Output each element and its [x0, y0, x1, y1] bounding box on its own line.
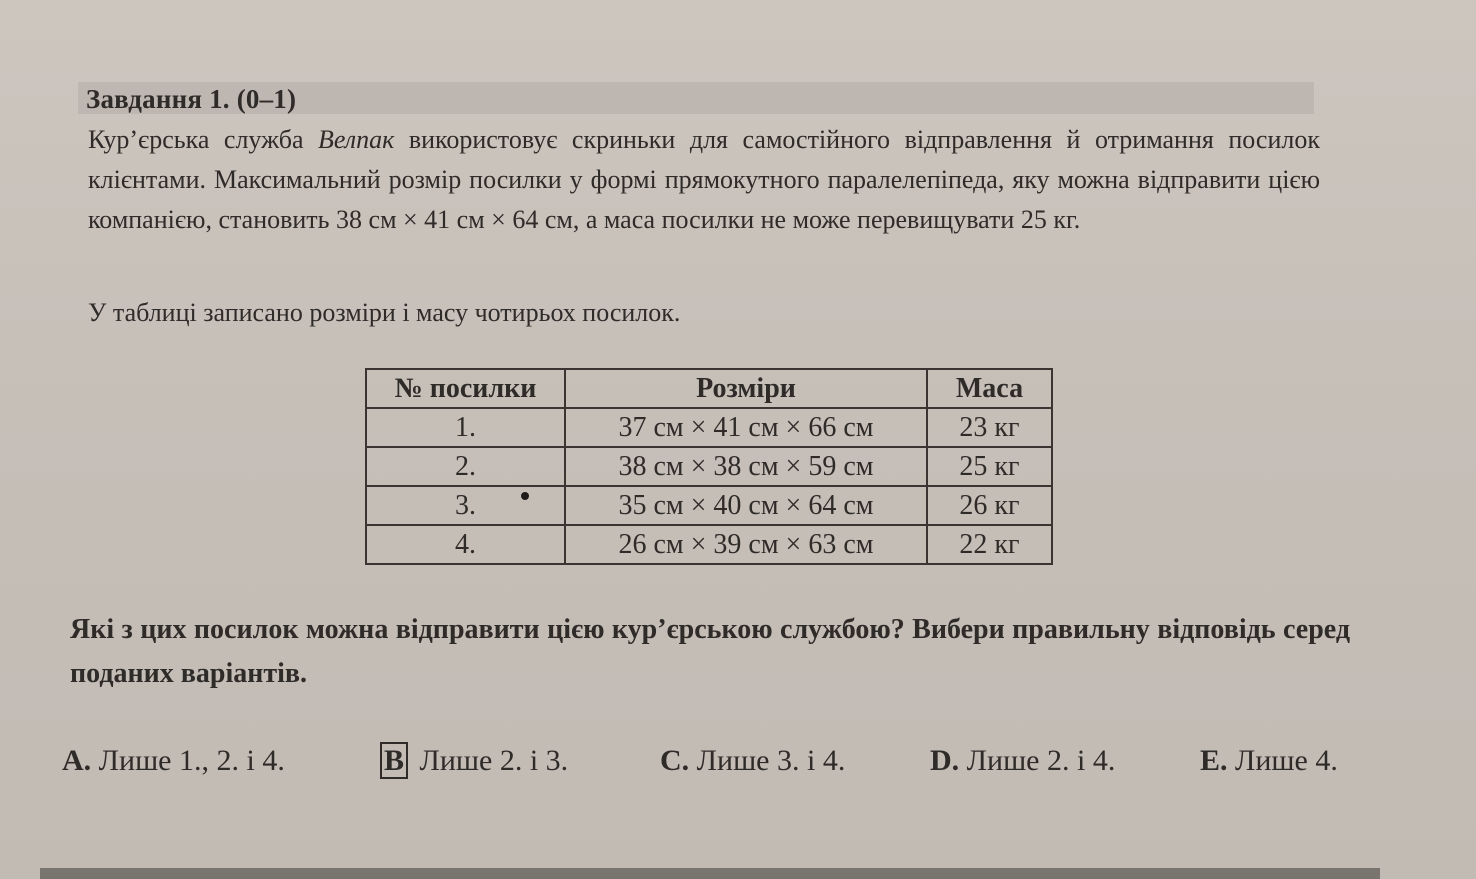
table-row: [366, 525, 1052, 564]
option-letter-boxed: B: [380, 742, 408, 779]
option-e[interactable]: [1200, 744, 1338, 778]
parcels-table: [365, 368, 1053, 565]
task-intro: [88, 120, 1320, 240]
parcel-dimensions: 38 см × 38 см × 59 см: [565, 447, 927, 486]
option-letter: А.: [62, 744, 92, 777]
table-header-row: [366, 369, 1052, 408]
parcel-number: 1.: [366, 408, 565, 447]
intro-text-rest: використовує скриньки для самостійного відправлення й отримання посилок клієнтами. Максимальний розмір посилки у формі прямокутного паралелепіпеда, яку можна відправити цією компанією, становить 38 см × 41 см × 64 см, а маса посилки не може перевищувати 25 кг.: [88, 125, 1320, 234]
intro-text-start: Кур’єрська служба: [88, 125, 319, 154]
task-title: Завдання 1. (0–1): [86, 84, 297, 114]
table-row: [366, 447, 1052, 486]
brand-name: Велпак: [318, 125, 395, 154]
option-letter: Е.: [1200, 744, 1228, 777]
parcel-dimensions: 37 см × 41 см × 66 см: [565, 408, 927, 447]
answer-options: [62, 736, 1372, 786]
parcel-mass: 23 кг: [927, 408, 1052, 447]
option-letter: D.: [930, 744, 960, 777]
option-a[interactable]: [62, 744, 285, 778]
question-text: Які з цих посилок можна відправити цією кур’єрською службою? Вибери правильну відповідь серед поданих варіантів.: [70, 614, 1350, 689]
option-text: Лише 3. і 4.: [689, 744, 846, 777]
ink-dot-mark: [521, 492, 529, 500]
parcel-dimensions: 35 см × 40 см × 64 см: [565, 486, 927, 525]
table-intro: У таблиці записано розміри і масу чотирьох посилок.: [88, 298, 681, 327]
option-text: Лише 4.: [1227, 744, 1338, 777]
header-mass: Маса: [927, 369, 1052, 408]
parcel-number: 3.: [366, 486, 565, 525]
parcel-number: 2.: [366, 447, 565, 486]
option-b-selected[interactable]: [380, 744, 568, 778]
header-parcel-number: № посилки: [366, 369, 565, 408]
page-bottom-edge: [40, 868, 1380, 879]
option-text: Лише 2. і 3.: [412, 744, 569, 777]
parcel-mass: 22 кг: [927, 525, 1052, 564]
header-dimensions: Розміри: [565, 369, 927, 408]
option-text: Лише 2. і 4.: [959, 744, 1116, 777]
parcel-mass: 26 кг: [927, 486, 1052, 525]
parcel-dimensions: 26 см × 39 см × 63 см: [565, 525, 927, 564]
parcel-mass: 25 кг: [927, 447, 1052, 486]
option-letter: С.: [660, 744, 690, 777]
option-c[interactable]: [660, 744, 845, 778]
parcel-number: 4.: [366, 525, 565, 564]
table-row: [366, 486, 1052, 525]
option-text: Лише 1., 2. і 4.: [91, 744, 285, 777]
option-d[interactable]: [930, 744, 1115, 778]
table-row: [366, 408, 1052, 447]
